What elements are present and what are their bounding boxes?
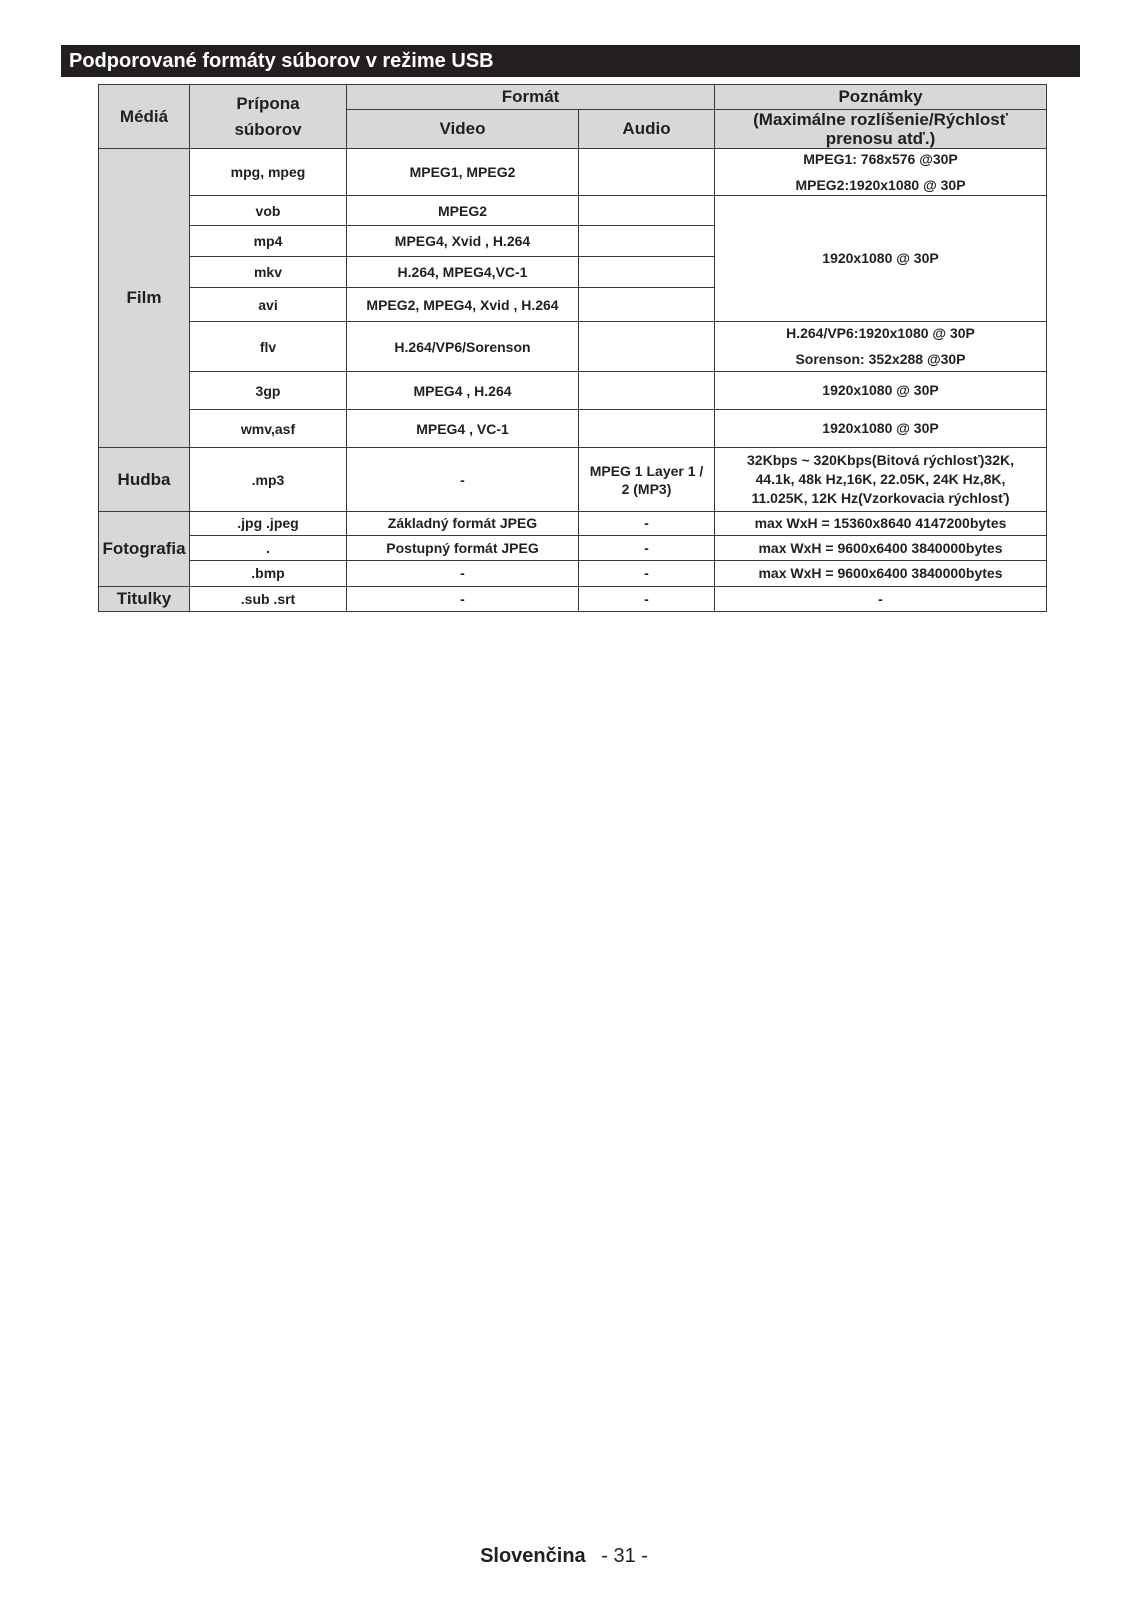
audio-line2: 2 (MP3) bbox=[621, 480, 672, 497]
audio-line1: MPEG 1 Layer 1 / bbox=[589, 462, 704, 479]
table-row bbox=[99, 448, 1047, 512]
audio-cell bbox=[579, 410, 715, 448]
video-cell: - bbox=[347, 561, 579, 587]
notes-cell: 1920x1080 @ 30P bbox=[715, 372, 1047, 410]
footer-language: Slovenčina bbox=[480, 1545, 586, 1567]
table-row bbox=[99, 322, 1047, 372]
video-cell: H.264, MPEG4,VC-1 bbox=[347, 257, 579, 288]
table-row bbox=[99, 372, 1047, 410]
notes-cell: max WxH = 9600x6400 3840000bytes bbox=[715, 536, 1047, 561]
audio-cell bbox=[579, 288, 715, 322]
audio-cell bbox=[579, 257, 715, 288]
notes-mpeg1: MPEG1: 768x576 @30P bbox=[803, 150, 958, 167]
video-cell: Postupný formát JPEG bbox=[347, 536, 579, 561]
video-cell: - bbox=[347, 448, 579, 512]
audio-cell bbox=[579, 448, 715, 512]
ext-cell: flv bbox=[190, 322, 347, 372]
table-row bbox=[99, 410, 1047, 448]
page-number: - 31 - bbox=[601, 1545, 648, 1567]
video-cell: H.264/VP6/Sorenson bbox=[347, 322, 579, 372]
ext-cell: mp4 bbox=[190, 226, 347, 257]
audio-cell bbox=[579, 226, 715, 257]
section-title: Podporované formáty súborov v režime USB bbox=[61, 45, 1080, 77]
video-cell: MPEG4 , H.264 bbox=[347, 372, 579, 410]
table-row bbox=[99, 536, 1047, 561]
audio-cell bbox=[579, 149, 715, 196]
table-row bbox=[99, 196, 1047, 226]
notes-mpeg2: MPEG2:1920x1080 @ 30P bbox=[795, 176, 966, 193]
ext-cell: .sub .srt bbox=[190, 587, 347, 612]
header-media: Médiá bbox=[99, 85, 190, 149]
notes-cell bbox=[715, 448, 1047, 512]
notes-cell: 1920x1080 @ 30P bbox=[715, 410, 1047, 448]
video-cell: - bbox=[347, 587, 579, 612]
notes-flv-line1: H.264/VP6:1920x1080 @ 30P bbox=[786, 325, 975, 341]
ext-cell: 3gp bbox=[190, 372, 347, 410]
video-cell: MPEG2, MPEG4, Xvid , H.264 bbox=[347, 288, 579, 322]
table-row bbox=[99, 149, 1047, 196]
media-music: Hudba bbox=[99, 448, 190, 512]
notes-cell: - bbox=[715, 587, 1047, 612]
header-notes-line2: (Maximálne rozlíšenie/Rýchlosť bbox=[753, 110, 1008, 129]
ext-cell: mkv bbox=[190, 257, 347, 288]
header-notes-line3: prenosu atď.) bbox=[825, 129, 936, 148]
video-cell: MPEG2 bbox=[347, 196, 579, 226]
audio-cell bbox=[579, 372, 715, 410]
header-notes-detail bbox=[715, 110, 1047, 149]
notes-music-line2: 44.1k, 48k Hz,16K, 22.05K, 24K Hz,8K, bbox=[755, 471, 1006, 487]
audio-cell: - bbox=[579, 587, 715, 612]
notes-flv-line2: Sorenson: 352x288 @30P bbox=[795, 351, 966, 367]
header-audio: Audio bbox=[579, 110, 715, 149]
notes-cell bbox=[715, 322, 1047, 372]
audio-cell: - bbox=[579, 512, 715, 536]
ext-cell: avi bbox=[190, 288, 347, 322]
video-cell: MPEG4 , VC-1 bbox=[347, 410, 579, 448]
table-row bbox=[99, 512, 1047, 536]
notes-cell: max WxH = 15360x8640 4147200bytes bbox=[715, 512, 1047, 536]
table-row bbox=[99, 561, 1047, 587]
ext-cell: . bbox=[190, 536, 347, 561]
header-extension bbox=[190, 85, 347, 149]
header-extension-line1: Prípona bbox=[236, 93, 300, 113]
notes-cell: 1920x1080 @ 30P bbox=[715, 196, 1047, 322]
notes-music-line1: 32Kbps ~ 320Kbps(Bitová rýchlosť)32K, bbox=[747, 452, 1014, 468]
ext-cell: wmv,asf bbox=[190, 410, 347, 448]
ext-cell: .jpg .jpeg bbox=[190, 512, 347, 536]
video-cell: MPEG1, MPEG2 bbox=[347, 149, 579, 196]
notes-cell: max WxH = 9600x6400 3840000bytes bbox=[715, 561, 1047, 587]
table-row bbox=[99, 587, 1047, 612]
audio-cell: - bbox=[579, 536, 715, 561]
notes-music-line3: 11.025K, 12K Hz(Vzorkovacia rýchlosť) bbox=[751, 490, 1010, 506]
page-footer bbox=[0, 1545, 1128, 1568]
header-notes: Poznámky bbox=[715, 85, 1047, 110]
video-cell: MPEG4, Xvid , H.264 bbox=[347, 226, 579, 257]
ext-cell: mpg, mpeg bbox=[190, 149, 347, 196]
notes-cell bbox=[715, 149, 1047, 196]
audio-cell: - bbox=[579, 561, 715, 587]
ext-cell: .mp3 bbox=[190, 448, 347, 512]
media-film: Film bbox=[99, 149, 190, 448]
media-subtitles: Titulky bbox=[99, 587, 190, 612]
supported-formats-table bbox=[98, 84, 1047, 612]
ext-cell: .bmp bbox=[190, 561, 347, 587]
audio-cell bbox=[579, 196, 715, 226]
video-cell: Základný formát JPEG bbox=[347, 512, 579, 536]
header-video: Video bbox=[347, 110, 579, 149]
ext-cell: vob bbox=[190, 196, 347, 226]
header-extension-line2: súborov bbox=[234, 119, 302, 139]
media-photo: Fotografia bbox=[99, 512, 190, 587]
header-format: Formát bbox=[347, 85, 715, 110]
audio-cell bbox=[579, 322, 715, 372]
